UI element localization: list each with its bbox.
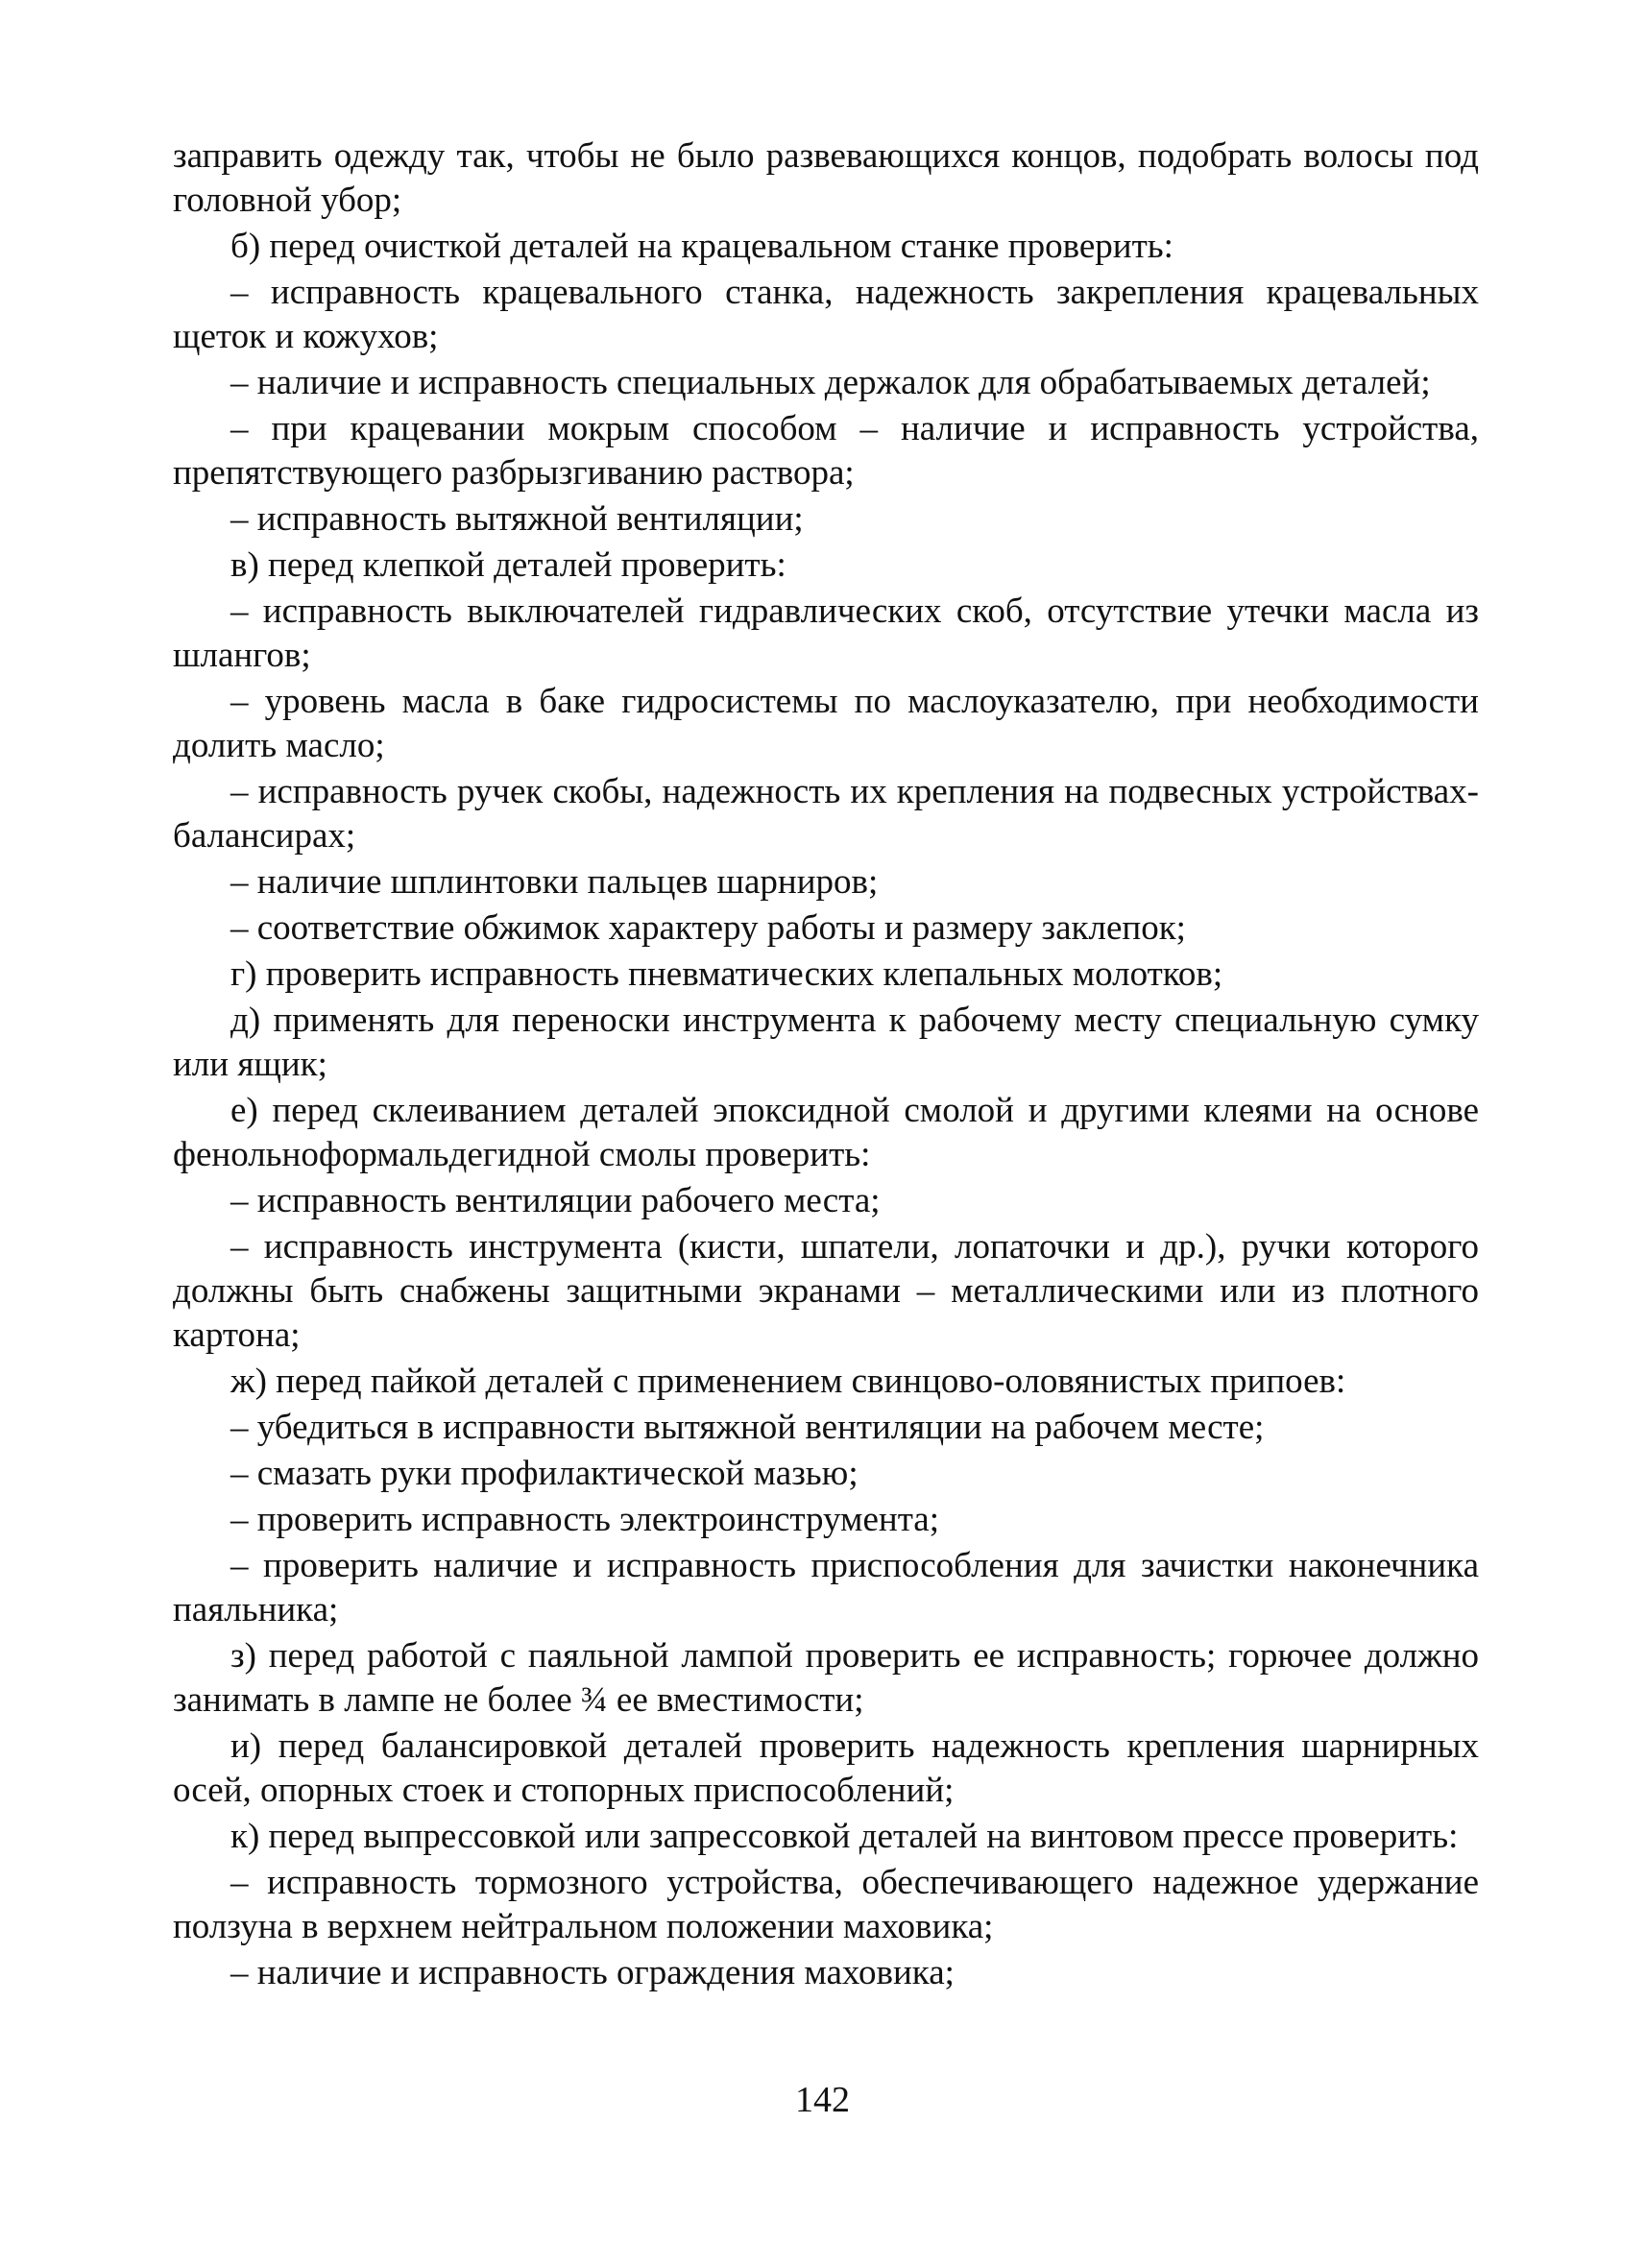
list-item: – проверить наличие и исправность приспособления для зачистки наконечника паяльника; (173, 1546, 1479, 1629)
paragraph: в) перед клепкой деталей проверить: (230, 545, 786, 585)
list-item: – исправность выключателей гидравлических скоб, отсутствие утечки масла из шлангов; (173, 591, 1479, 675)
paragraph: и) перед балансировкой деталей проверить надежность крепления шарнирных осей, опорных стоек и стопорных приспособлений; (173, 1726, 1479, 1810)
list-item: – соответствие обжимок характеру работы и размеру заклепок; (230, 908, 1186, 948)
list-item: – при крацевании мокрым способом – наличие и исправность устройства, препятствующего разбрызгиванию раствора; (173, 409, 1479, 493)
paragraph: з) перед работой с паяльной лампой проверить ее исправность; горючее должно занимать в лампе не более ¾ ее вместимости; (173, 1636, 1479, 1720)
list-item: – наличие и исправность специальных держалок для обрабатываемых деталей; (230, 363, 1431, 402)
list-item: – исправность ручек скобы, надежность их крепления на подвесных устройствах-балансирах; (173, 772, 1479, 856)
paragraph: к) перед выпрессовкой или запрессовкой деталей на винтовом прессе проверить: (230, 1817, 1459, 1856)
list-item: – исправность инструмента (кисти, шпатели, лопаточки и др.), ручки которого должны быть снабжены защитными экранами – металлическими или из плотного картона; (173, 1227, 1479, 1355)
list-item: – исправность вентиляции рабочего места; (230, 1181, 881, 1220)
list-item: – смазать руки профилактической мазью; (230, 1454, 859, 1493)
list-item: – исправность тормозного устройства, обеспечивающего надежное удержание ползуна в верхнем нейтральном положении маховика; (173, 1863, 1479, 1946)
paragraph: ж) перед пайкой деталей с применением свинцово-оловянистых припоев: (230, 1362, 1346, 1401)
list-item: – наличие шплинтовки пальцев шарниров; (230, 862, 879, 902)
paragraph: заправить одежду так, чтобы не было развевающихся концов, подобрать волосы под головной убор; (173, 136, 1479, 220)
paragraph: г) проверить исправность пневматических клепальных молотков; (230, 954, 1223, 994)
list-item: – наличие и исправность ограждения маховика; (230, 1953, 955, 1992)
list-item: – исправность крацевального станка, надежность закрепления крацевальных щеток и кожухов; (173, 273, 1479, 356)
list-item: – уровень масла в баке гидросистемы по маслоуказателю, при необходимости долить масло; (173, 682, 1479, 765)
list-item: – проверить исправность электроинструмента; (230, 1500, 940, 1539)
paragraph: б) перед очисткой деталей на крацевальном станке проверить: (230, 227, 1173, 266)
list-item: – убедиться в исправности вытяжной вентиляции на рабочем месте; (230, 1408, 1265, 1447)
paragraph: д) применять для переноски инструмента к рабочему месту специальную сумку или ящик; (173, 1001, 1479, 1084)
paragraph: е) перед склеиванием деталей эпоксидной смолой и другими клеями на основе фенольноформальдегидной смолы проверить: (173, 1091, 1479, 1174)
list-item: – исправность вытяжной вентиляции; (230, 499, 804, 539)
document-body (173, 134, 1479, 1997)
page-number: 142 (795, 2080, 850, 2120)
